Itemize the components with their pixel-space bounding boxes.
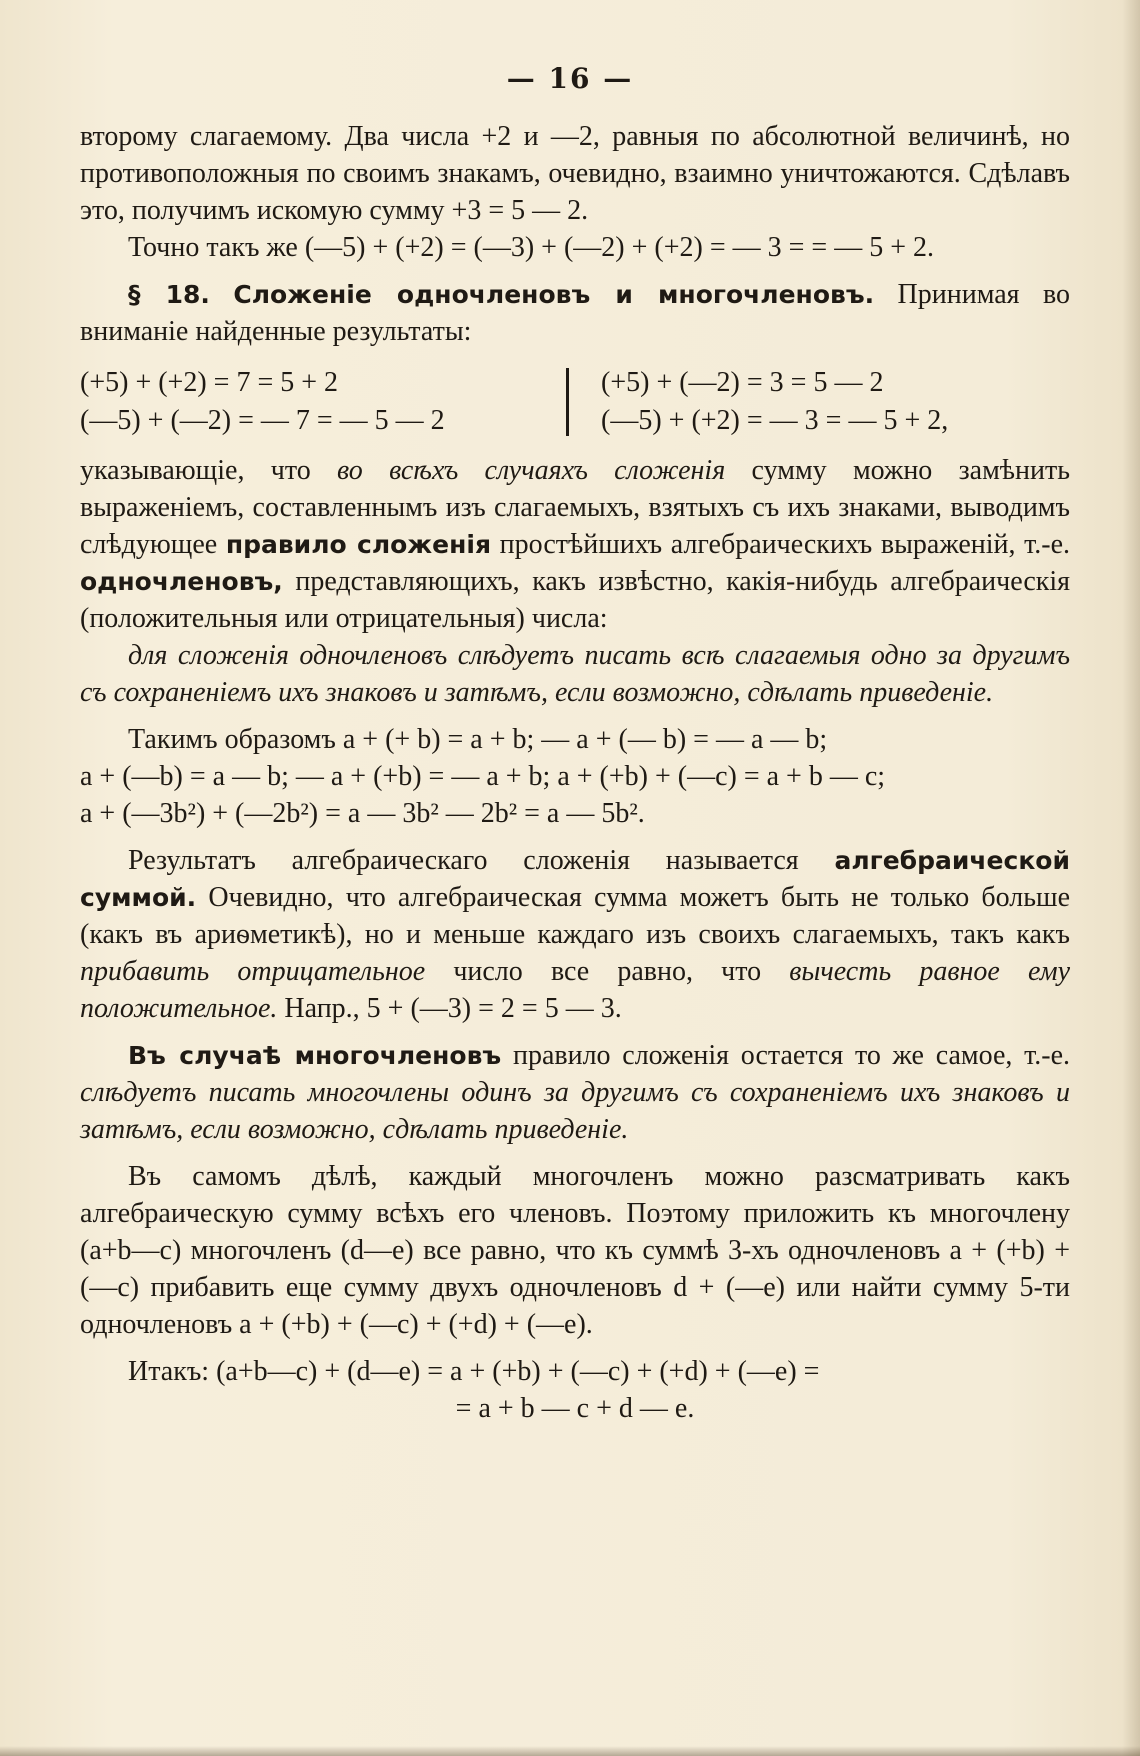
page-content xyxy=(80,118,1070,1427)
example-line: a + (—3b²) + (—2b²) = a — 3b² — 2b² = a — 5b². xyxy=(80,798,645,829)
text-span: число все равно, что xyxy=(453,956,762,987)
paragraph-5 xyxy=(80,1037,1070,1148)
section-18 xyxy=(80,276,1070,350)
text-span: Результатъ алгебраическаго сложенія называется xyxy=(128,845,799,876)
bold-span: одночленовъ, xyxy=(80,567,283,596)
results-left xyxy=(80,364,566,440)
rule-addition xyxy=(80,637,1070,711)
divider-bar xyxy=(566,368,569,436)
page-bottom-edge xyxy=(0,1746,1140,1756)
page-edge-shadow xyxy=(1122,0,1140,1756)
section-title: Сложеніе одночленовъ и многочленовъ. xyxy=(233,280,875,309)
text-span: указывающіе, что xyxy=(80,455,311,486)
section-number: § 18. xyxy=(128,280,210,309)
final-line-1: Итакъ: (a+b—c) + (d—e) = a + (+b) + (—c) + (+d) + (—e) = xyxy=(128,1356,820,1387)
text-span: правило сложенія остается то же самое, т.-е. xyxy=(512,1040,1071,1071)
paragraph-4 xyxy=(80,842,1070,1027)
italic-span: слѣдуетъ писать многочлены одинъ за другимъ съ сохраненіемъ ихъ знаковъ и затѣмъ, если возможно, сдѣлать приведеніе. xyxy=(80,1077,1070,1145)
paragraph-6: Въ самомъ дѣлѣ, каждый многочленъ можно разсматривать какъ алгебраическую сумму всѣхъ его членовъ. Поэтому приложить къ многочлену (a+b—c) многочленъ (d—e) все равно, что къ суммѣ 3-хъ одночленовъ a + (+b) + (—c) прибавить еще сумму двухъ одночленовъ d + (—e) или найти сумму 5-ти одночленовъ a + (+b) + (—c) + (+d) + (—e). xyxy=(80,1161,1070,1340)
result-line: (—5) + (+2) = — 3 = — 5 + 2, xyxy=(601,405,949,436)
example-line: Такимъ образомъ a + (+ b) = a + b; — a + (— b) = — a — b; xyxy=(128,724,828,755)
text-span: Очевидно, что алгебраическая сумма можетъ быть не только больше (какъ въ ариѳметикѣ), но и меньше каждаго изъ своихъ слагаемыхъ, такъ какъ xyxy=(80,882,1071,950)
result-line: (—5) + (—2) = — 7 = — 5 — 2 xyxy=(80,405,445,436)
paragraph-3 xyxy=(80,452,1070,637)
paragraph-1: второму слагаемому. Два числа +2 и —2, равныя по абсолютной величинѣ, но противоположныя по своимъ знакамъ, очевидно, взаимно уничтожаются. Сдѣлавъ это, получимъ искомую сумму +3 = 5 — 2. xyxy=(80,121,1070,226)
results-table xyxy=(80,364,1070,440)
result-line: (+5) + (—2) = 3 = 5 — 2 xyxy=(601,367,884,398)
text-span: Напр., 5 + (—3) = 2 = 5 — 3. xyxy=(284,993,622,1024)
final-line-2: = a + b — c + d — e. xyxy=(455,1393,695,1424)
result-line: (+5) + (+2) = 7 = 5 + 2 xyxy=(80,367,339,398)
page-number: — 16 — xyxy=(506,62,634,95)
bold-span: правило сложенія xyxy=(225,530,492,559)
italic-span: для сложенія одночленовъ слѣдуетъ писать всѣ слагаемыя одно за другимъ съ сохраненіемъ ихъ знаковъ и затѣмъ, если возможно, сдѣлать приведеніе. xyxy=(80,640,1070,708)
paragraph-2: Точно такъ же (—5) + (+2) = (—3) + (—2) + (+2) = — 3 = = — 5 + 2. xyxy=(128,232,934,263)
text-span: простѣйшихъ алгебраическихъ выраженій, т.-е. xyxy=(499,529,1071,560)
italic-span: во всѣхъ случаяхъ сложенія xyxy=(337,455,726,486)
results-right xyxy=(601,364,1070,440)
text-span: сумму можно замѣнить выраженіемъ, составленнымъ изъ слагаемыхъ, взятыхъ съ ихъ знаками, выводимъ слѣдующее xyxy=(80,455,1070,560)
section-text: Принимая во вниманіе найденные результаты: xyxy=(80,279,1070,347)
bold-span: алгебраической суммой. xyxy=(80,846,1070,912)
text-span: представляющихъ, какъ извѣстно, какія-нибудь алгебраическія (положительныя или отрицательныя) числа: xyxy=(80,566,1071,634)
example-line: a + (—b) = a — b; — a + (+b) = — a + b; a + (+b) + (—c) = a + b — c; xyxy=(80,761,886,792)
italic-span: вычесть равное ему положительное. xyxy=(80,956,1071,1024)
italic-span: прибавить отрицательное xyxy=(80,956,426,987)
bold-span: Въ случаѣ многочленовъ xyxy=(128,1041,502,1070)
